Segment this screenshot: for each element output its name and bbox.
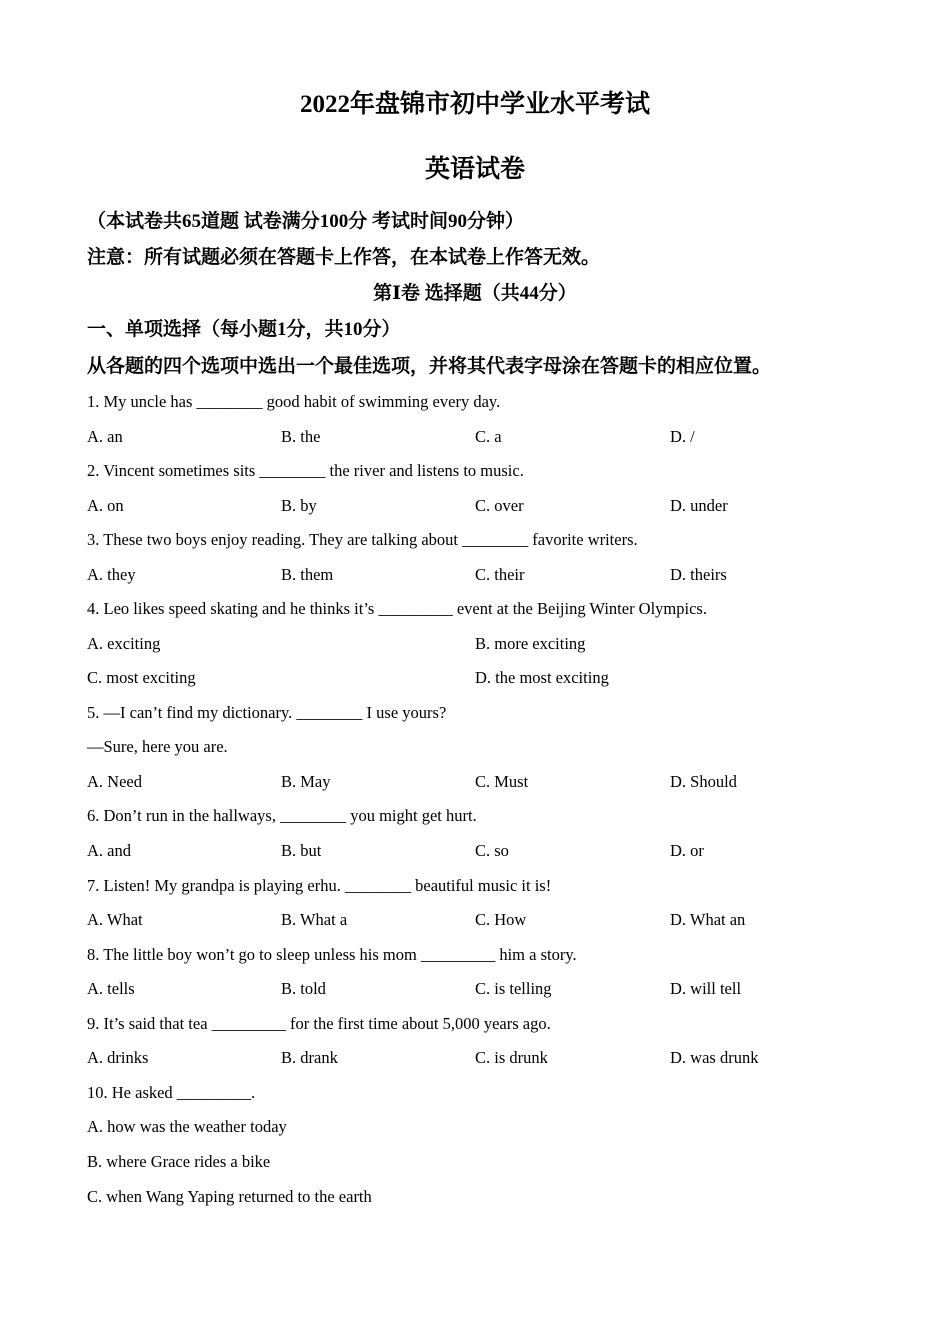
option-d: D. will tell: [670, 979, 742, 998]
option-b: B. May: [281, 772, 331, 791]
option-d: D. was drunk: [670, 1048, 759, 1067]
option-b: B. What a: [281, 910, 348, 929]
option-c: C. is telling: [475, 979, 552, 998]
question-stem-reply: —Sure, here you are.: [87, 737, 228, 756]
question-stem: 1. My uncle has ________ good habit of swimming every day.: [87, 392, 501, 411]
option-c: C. How: [475, 910, 527, 929]
section-title: 一、单项选择（每小题1分，共10分）: [87, 319, 401, 340]
option-a: A. on: [87, 496, 124, 515]
question-stem: 6. Don’t run in the hallways, ________ you might get hurt.: [87, 806, 477, 825]
option-a: A. drinks: [87, 1048, 149, 1067]
option-a: A. how was the weather today: [87, 1117, 287, 1136]
option-b: B. by: [281, 496, 317, 515]
option-b: B. where Grace rides a bike: [87, 1152, 271, 1171]
option-d: D. Should: [670, 772, 737, 791]
option-d: D. /: [670, 427, 695, 446]
option-d: D. or: [670, 841, 704, 860]
option-a: A. Need: [87, 772, 142, 791]
option-d: D. under: [670, 496, 728, 515]
instruction: 从各题的四个选项中选出一个最佳选项，并将其代表字母涂在答题卡的相应位置。: [87, 356, 772, 377]
part-title: 第Ⅰ卷 选择题（共44分）: [373, 283, 577, 304]
option-c: C. over: [475, 496, 524, 515]
option-b: B. the: [281, 427, 321, 446]
option-a: A. tells: [87, 979, 135, 998]
option-c: C. most exciting: [87, 668, 196, 687]
option-b: B. but: [281, 841, 322, 860]
option-b: B. more exciting: [475, 634, 586, 653]
option-a: A. they: [87, 565, 136, 584]
option-c: C. a: [475, 427, 502, 446]
option-c: C. so: [475, 841, 509, 860]
notice: 注意：所有试题必须在答题卡上作答，在本试卷上作答无效。: [87, 247, 601, 268]
question-stem: 9. It’s said that tea _________ for the first time about 5,000 years ago.: [87, 1014, 551, 1033]
option-c: C. Must: [475, 772, 529, 791]
question-stem: 2. Vincent sometimes sits ________ the river and listens to music.: [87, 461, 524, 480]
question-stem: 10. He asked _________.: [87, 1083, 256, 1102]
option-c: C. is drunk: [475, 1048, 548, 1067]
option-b: B. drank: [281, 1048, 338, 1067]
question-stem: 8. The little boy won’t go to sleep unless his mom _________ him a story.: [87, 945, 577, 964]
option-a: A. and: [87, 841, 131, 860]
question-stem: 7. Listen! My grandpa is playing erhu. ________ beautiful music it is!: [87, 876, 552, 895]
option-a: A. What: [87, 910, 143, 929]
option-d: D. the most exciting: [475, 668, 609, 687]
option-d: D. What an: [670, 910, 746, 929]
question-stem: 4. Leo likes speed skating and he thinks it’s _________ event at the Beijing Winter Olympics.: [87, 599, 707, 618]
exam-info: （本试卷共65道题 试卷满分100分 考试时间90分钟）: [87, 211, 525, 232]
option-c: C. their: [475, 565, 525, 584]
option-b: B. them: [281, 565, 334, 584]
exam-subtitle: 英语试卷: [424, 156, 525, 183]
exam-title: 2022年盘锦市初中学业水平考试: [299, 91, 650, 118]
option-b: B. told: [281, 979, 326, 998]
option-c: C. when Wang Yaping returned to the earth: [87, 1187, 372, 1206]
option-a: A. exciting: [87, 634, 161, 653]
option-d: D. theirs: [670, 565, 727, 584]
question-stem: 5. —I can’t find my dictionary. ________ I use yours?: [87, 703, 447, 722]
question-stem: 3. These two boys enjoy reading. They are talking about ________ favorite writers.: [87, 530, 638, 549]
option-a: A. an: [87, 427, 123, 446]
